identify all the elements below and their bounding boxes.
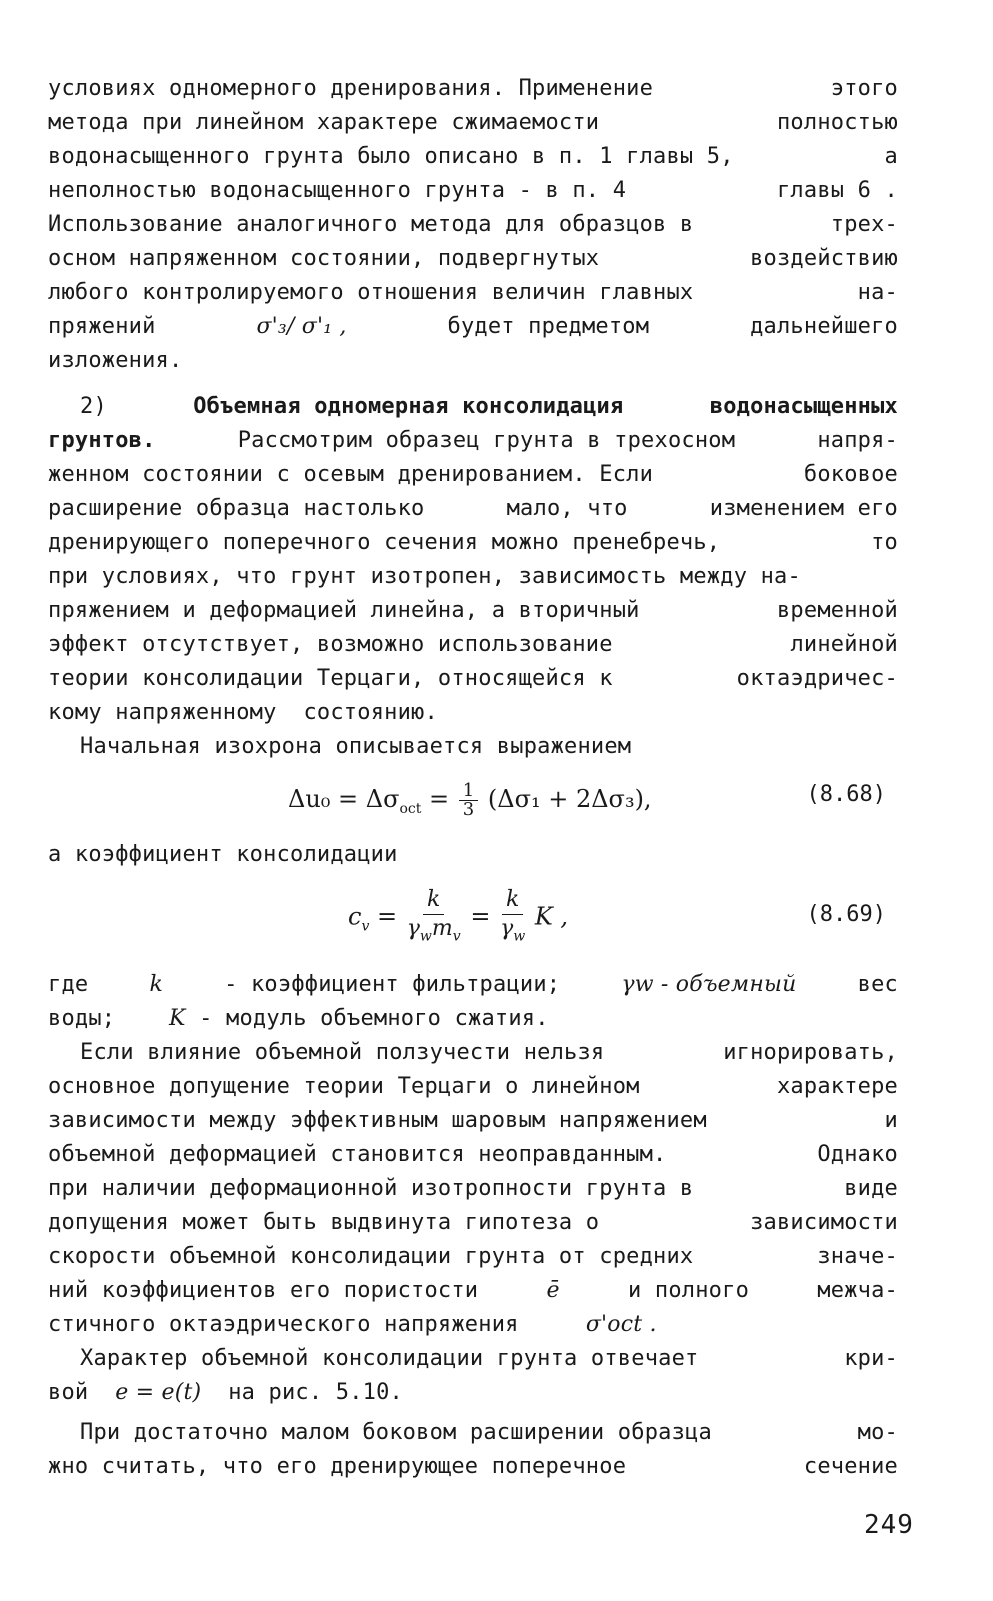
text-line: пряжений σ'₃/ σ'₁ , будет предметом дальнейшего — [48, 310, 898, 344]
text-line: осном напряженном состоянии, подвергнутых воздействию — [48, 246, 898, 271]
text-line: условиях одномерного дренирования. Применение этого — [48, 76, 898, 101]
text-line: основное допущение теории Терцаги о линейном характере — [48, 1074, 898, 1099]
text-line: При достаточно малом боковом расширении образца мо- — [80, 1420, 898, 1445]
text-line: жно считать, что его дренирующее поперечное сечение — [48, 1454, 898, 1479]
text-line: при условиях, что грунт изотропен, зависимость между на- — [48, 564, 801, 589]
section-heading-line: 2) Объемная одномерная консолидация водонасыщенных — [48, 390, 898, 424]
text-line: воды; K - модуль объемного сжатия. — [48, 1006, 549, 1031]
equation-expression: $c_v$ = $\frac{k}{\gamma_wm_v}$ = $\frac{k}{\gamma_w}$ K , — [348, 886, 568, 950]
text-line: женном состоянии с осевым дренированием. Если боковое — [48, 462, 898, 487]
text-line: вой e = e(t) на рис. 5.10. — [48, 1380, 403, 1405]
text-line: зависимости между эффективным шаровым напряжением и — [48, 1108, 898, 1133]
text-line: скорости объемной консолидации грунта от средних значе- — [48, 1244, 898, 1269]
stress-ratio-formula: σ'₃/ σ'₁ , — [256, 314, 347, 339]
text-line: Начальная изохрона описывается выражением — [80, 734, 632, 759]
text-line: Использование аналогичного метода для образцов в трех- — [48, 212, 898, 237]
text-line: водонасыщенного грунта было описано в п. 1 главы 5, а — [48, 144, 898, 169]
equation-number: (8.69) — [806, 902, 886, 927]
text-line: метода при линейном характере сжимаемости полностью — [48, 110, 898, 135]
fraction: $\frac{k}{\gamma_w}$ — [500, 887, 526, 945]
text-line: Если влияние объемной ползучести нельзя игнорировать, — [80, 1040, 898, 1065]
text-line: эффект отсутствует, возможно использование линейной — [48, 632, 898, 657]
fraction: $\frac{1}{3}$ — [459, 782, 478, 819]
text-line: неполностью водонасыщенного грунта - в п. 4 главы 6 . — [48, 178, 898, 203]
text-line: грунтов. Рассмотрим образец грунта в трехосном напря- — [48, 428, 898, 453]
text-line: Характер объемной консолидации грунта отвечает кри- — [80, 1346, 898, 1371]
paragraph-1 — [48, 72, 898, 378]
paragraph-4 — [48, 1342, 898, 1410]
text-line: любого контролируемого отношения величин главных на- — [48, 280, 898, 305]
fraction: $\frac{k}{\gamma_wm_v}$ — [406, 887, 461, 945]
page-number: 249 — [864, 1510, 914, 1540]
equation-8-69 — [48, 872, 898, 968]
page-body — [48, 72, 898, 1484]
text-line: ний коэффициентов его пористости ē и полного межча- — [48, 1278, 898, 1303]
paragraph-5 — [48, 1416, 898, 1484]
text-line: пряжением и деформацией линейна, а вторичный временной — [48, 598, 898, 623]
paragraph-3 — [48, 1036, 898, 1342]
text-line: где k - коэффициент фильтрации; γw - объемный вес — [48, 972, 898, 997]
text-line: а коэффициент консолидации — [48, 842, 398, 867]
text-line: дренирующего поперечного сечения можно пренебречь, то — [48, 530, 898, 555]
text-line: при наличии деформационной изотропности грунта в виде — [48, 1176, 898, 1201]
text-line: изложения. — [48, 348, 183, 373]
equation-8-68 — [48, 764, 898, 838]
equation-expression: $\Delta u_0 = \Delta\sigma_{oct}$ = $\frac{1}{3}$ (Δσ₁ + 2Δσ₃), — [288, 780, 652, 820]
text-line: кому напряженному состоянию. — [48, 700, 438, 725]
section-heading: Объемная одномерная консолидация — [193, 394, 624, 419]
definitions — [48, 968, 898, 1036]
equation-number: (8.68) — [806, 782, 886, 807]
text-line: стичного октаэдрического напряжения σ'oct . — [48, 1312, 657, 1337]
section-2 — [48, 390, 898, 764]
text-line: расширение образца настолько мало, что изменением его — [48, 496, 898, 521]
text-line: допущения может быть выдвинута гипотеза о зависимости — [48, 1210, 898, 1235]
text-line: объемной деформацией становится неоправданным. Однако — [48, 1142, 898, 1167]
text-line: теории консолидации Терцаги, относящейся к октаэдричес- — [48, 666, 898, 691]
